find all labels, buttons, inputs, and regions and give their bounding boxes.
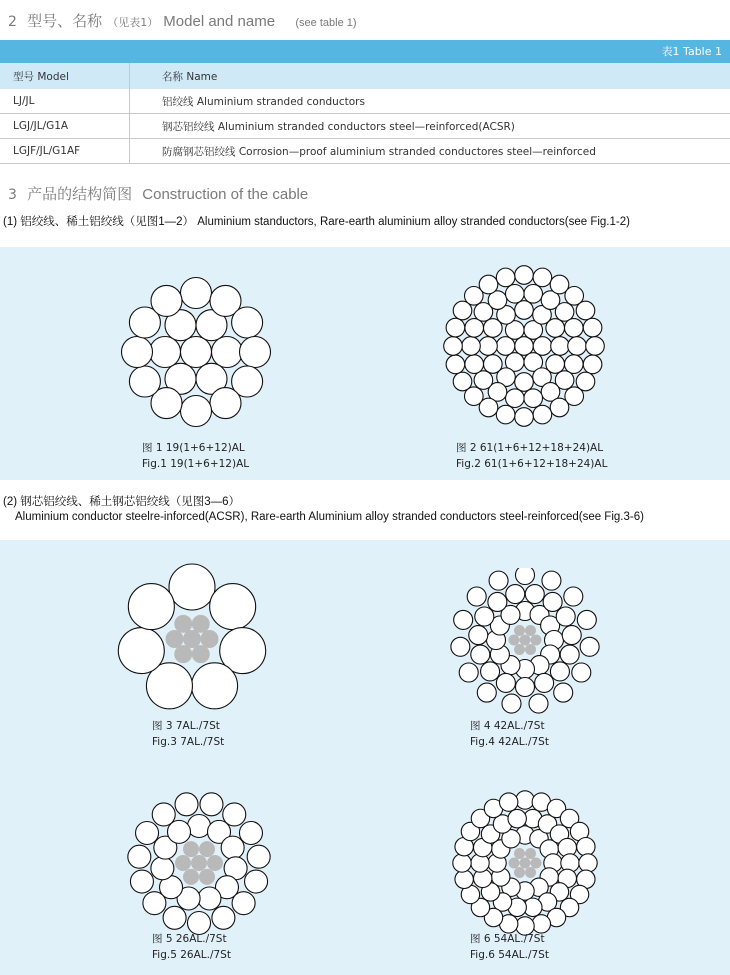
aluminium-wire — [444, 337, 463, 356]
aluminium-wire — [506, 389, 525, 408]
steel-wire — [207, 855, 223, 871]
aluminium-wire — [200, 793, 223, 816]
aluminium-wire — [560, 645, 579, 664]
fig4-diagram — [450, 568, 602, 716]
aluminium-wire — [542, 571, 561, 590]
steel-wire — [509, 858, 520, 869]
section-2-note-cn: （见表1） — [107, 16, 159, 29]
aluminium-wire — [515, 337, 534, 356]
aluminium-wire — [551, 337, 570, 356]
aluminium-wire — [453, 372, 472, 391]
aluminium-wire — [471, 645, 490, 664]
aluminium-wire — [550, 662, 569, 681]
steel-wire — [199, 869, 215, 885]
subsection-2-title-cn: (2) 钢芯铝绞线、稀土钢芯铝绞线（见图3—6） — [3, 496, 241, 508]
steel-wire — [174, 615, 192, 633]
aluminium-wire — [577, 837, 595, 855]
aluminium-wire — [516, 568, 535, 585]
fig6-caption-cn: 图 6 54AL./7St — [470, 933, 545, 945]
aluminium-wire — [465, 355, 484, 374]
aluminium-wire — [143, 892, 166, 915]
aluminium-wire — [130, 870, 153, 893]
aluminium-wire — [232, 307, 263, 338]
table-caption: 表1 Table 1 — [0, 40, 730, 63]
aluminium-wire — [506, 585, 525, 604]
steel-wire — [520, 858, 531, 869]
aluminium-wire — [583, 355, 602, 374]
section-2-note-en: (see table 1) — [295, 17, 357, 29]
fig4-caption-cn: 图 4 42AL./7St — [470, 720, 545, 732]
fig2-caption — [456, 440, 607, 472]
figures-panel-1 — [0, 247, 730, 480]
aluminium-wire — [550, 398, 569, 417]
aluminium-wire — [469, 626, 488, 645]
steel-wire — [514, 625, 525, 636]
aluminium-wire — [506, 285, 525, 304]
subsection-2-label — [3, 493, 644, 523]
aluminium-wire — [455, 870, 473, 888]
aluminium-wire — [169, 564, 215, 610]
aluminium-wire — [515, 301, 534, 320]
model-name-table — [0, 63, 730, 164]
figures-panel-2 — [0, 540, 730, 975]
aluminium-wire — [535, 673, 554, 692]
section-2-title-cn: 型号、名称 — [27, 12, 103, 30]
subsection-2-title-en: Aluminium conductor steelre-inforced(ACSR), Rare-earth Aluminium alloy stranded conductors steel-reinforced(see Fig.3-6) — [15, 511, 644, 523]
aluminium-wire — [533, 268, 552, 287]
aluminium-wire — [128, 845, 151, 868]
aluminium-wire — [524, 285, 543, 304]
header-model: 型号 Model — [0, 63, 130, 89]
aluminium-wire — [459, 663, 478, 682]
fig3-caption-cn: 图 3 7AL./7St — [152, 720, 220, 732]
steel-wire — [191, 855, 207, 871]
fig5-caption-cn: 图 5 26AL./7St — [152, 933, 227, 945]
cell-name: 铝绞线 Aluminium stranded conductors — [130, 89, 730, 114]
aluminium-wire — [163, 906, 186, 929]
steel-wire — [175, 855, 191, 871]
aluminium-wire — [479, 275, 498, 294]
aluminium-wire — [198, 887, 221, 910]
steel-wire — [525, 848, 536, 859]
fig5-caption-en: Fig.5 26AL./7St — [152, 949, 231, 961]
aluminium-wire — [453, 854, 471, 872]
steel-wire — [201, 630, 219, 648]
subsection-1-label: (1) 铝绞线、稀土铝绞线（见图1—2） Aluminium stanductors, Rare-earth aluminium alloy stranded conductors(see Fig.1-2) — [3, 216, 630, 228]
aluminium-wire — [515, 408, 534, 427]
steel-wire — [183, 869, 199, 885]
aluminium-wire — [129, 366, 160, 397]
aluminium-wire — [446, 318, 465, 337]
aluminium-wire — [499, 793, 517, 811]
fig5-caption — [152, 931, 231, 963]
steel-wire — [174, 645, 192, 663]
steel-wire — [531, 858, 542, 869]
fig3-caption-en: Fig.3 7AL./7St — [152, 736, 225, 748]
aluminium-wire — [477, 683, 496, 702]
fig4-caption — [470, 718, 549, 750]
cell-name: 钢芯铝绞线 Aluminium stranded conductors steel—reinforced(ACSR) — [130, 114, 730, 139]
aluminium-wire — [152, 803, 175, 826]
cell-model: LJ/JL — [0, 89, 130, 114]
fig2-caption-en: Fig.2 61(1+6+12+18+24)AL — [456, 458, 608, 470]
aluminium-wire — [210, 584, 256, 630]
aluminium-wire — [533, 405, 552, 424]
aluminium-wire — [454, 610, 473, 629]
steel-wire — [525, 867, 536, 878]
aluminium-wire — [565, 319, 584, 338]
aluminium-wire — [515, 266, 534, 285]
fig4-caption-en: Fig.4 42AL./7St — [470, 736, 549, 748]
cell-model: LGJF/JL/G1AF — [0, 139, 130, 164]
aluminium-wire — [181, 396, 212, 427]
aluminium-wire — [580, 637, 599, 656]
steel-wire — [192, 615, 210, 633]
fig1-caption — [142, 440, 249, 472]
aluminium-wire — [175, 793, 198, 816]
aluminium-wire — [451, 637, 470, 656]
fig6-caption-en: Fig.6 54AL./7St — [470, 949, 549, 961]
table-row — [0, 139, 730, 164]
aluminium-wire — [245, 870, 268, 893]
section-3-heading — [8, 183, 308, 204]
aluminium-wire — [562, 626, 581, 645]
aluminium-wire — [554, 683, 573, 702]
table-1 — [0, 40, 730, 164]
fig6-caption — [470, 931, 549, 963]
fig3-diagram — [116, 563, 268, 715]
aluminium-wire — [577, 610, 596, 629]
aluminium-wire — [524, 389, 543, 408]
aluminium-wire — [489, 571, 508, 590]
aluminium-wire — [546, 319, 565, 338]
steel-wire — [514, 644, 525, 655]
aluminium-wire — [462, 337, 481, 356]
steel-wire — [514, 848, 525, 859]
section-3-title-en: Construction of the cable — [142, 186, 309, 203]
aluminium-wire — [576, 301, 595, 320]
cell-name: 防腐钢芯铝绞线 Corrosion—proof aluminium stranded conductores steel—reinforced — [130, 139, 730, 164]
aluminium-wire — [496, 337, 515, 356]
fig1-caption-cn: 图 1 19(1+6+12)AL — [142, 442, 245, 454]
aluminium-wire — [210, 388, 241, 419]
steel-wire — [531, 635, 542, 646]
table-row — [0, 89, 730, 114]
aluminium-wire — [221, 836, 244, 859]
aluminium-wire — [502, 694, 521, 713]
table-row — [0, 114, 730, 139]
fig6-diagram — [450, 790, 602, 938]
aluminium-wire — [496, 405, 515, 424]
fig1-caption-en: Fig.1 19(1+6+12)AL — [142, 458, 250, 470]
aluminium-wire — [579, 854, 597, 872]
aluminium-wire — [240, 337, 271, 368]
aluminium-wire — [529, 694, 548, 713]
aluminium-wire — [508, 809, 526, 827]
steel-wire — [199, 841, 215, 857]
aluminium-wire — [192, 663, 238, 709]
steel-wire — [183, 841, 199, 857]
aluminium-wire — [516, 678, 535, 697]
aluminium-wire — [479, 337, 498, 356]
section-2-heading — [8, 10, 357, 31]
aluminium-wire — [446, 355, 465, 374]
fig5-diagram — [124, 790, 274, 938]
steel-wire — [183, 630, 201, 648]
fig1-diagram — [115, 272, 277, 432]
aluminium-wire — [572, 663, 591, 682]
aluminium-wire — [525, 585, 544, 604]
aluminium-wire — [232, 892, 255, 915]
aluminium-wire — [181, 337, 212, 368]
aluminium-wire — [488, 592, 507, 611]
aluminium-wire — [533, 337, 552, 356]
section-2-number: 2 — [8, 14, 17, 30]
fig2-caption-cn: 图 2 61(1+6+12+18+24)AL — [456, 442, 604, 454]
aluminium-wire — [150, 337, 181, 368]
header-name: 名称 Name — [130, 63, 730, 89]
aluminium-wire — [181, 278, 212, 309]
table-header-row — [0, 63, 730, 89]
steel-wire — [525, 625, 536, 636]
aluminium-wire — [239, 822, 262, 845]
aluminium-wire — [496, 268, 515, 287]
aluminium-wire — [568, 337, 587, 356]
aluminium-wire — [136, 822, 159, 845]
fig2-diagram — [443, 265, 605, 427]
steel-wire — [520, 635, 531, 646]
aluminium-wire — [496, 673, 515, 692]
cell-model: LGJ/JL/G1A — [0, 114, 130, 139]
aluminium-wire — [122, 337, 153, 368]
steel-wire — [525, 644, 536, 655]
aluminium-wire — [188, 815, 211, 838]
aluminium-wire — [484, 355, 503, 374]
aluminium-wire — [515, 373, 534, 392]
fig3-caption — [152, 718, 224, 750]
steel-wire — [166, 630, 184, 648]
steel-wire — [192, 645, 210, 663]
aluminium-wire — [516, 791, 534, 809]
aluminium-wire — [212, 906, 235, 929]
aluminium-wire — [247, 845, 270, 868]
aluminium-wire — [556, 607, 575, 626]
aluminium-wire — [543, 592, 562, 611]
aluminium-wire — [481, 662, 500, 681]
aluminium-wire — [128, 584, 174, 630]
aluminium-wire — [467, 587, 486, 606]
steel-wire — [509, 635, 520, 646]
aluminium-wire — [583, 318, 602, 337]
section-2-title-en: Model and name — [163, 13, 276, 30]
aluminium-wire — [118, 628, 164, 674]
steel-wire — [514, 867, 525, 878]
aluminium-wire — [151, 857, 174, 880]
section-3-title-cn: 产品的结构简图 — [27, 185, 133, 203]
aluminium-wire — [223, 803, 246, 826]
aluminium-wire — [586, 337, 605, 356]
section-3-number: 3 — [8, 187, 17, 203]
aluminium-wire — [564, 587, 583, 606]
aluminium-wire — [151, 285, 182, 316]
aluminium-wire — [212, 337, 243, 368]
aluminium-wire — [475, 607, 494, 626]
